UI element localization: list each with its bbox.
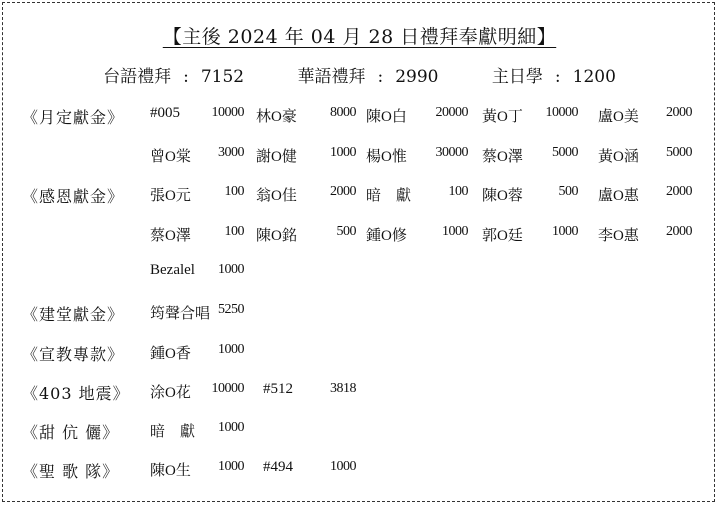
donor-name: 筠聲合唱: [150, 306, 211, 322]
donation-amount: 1000: [442, 224, 468, 239]
donation-amount: 2000: [666, 184, 692, 199]
donation-amount: 500: [336, 224, 356, 239]
offering-row: [0, 342, 719, 366]
donation-amount: 5000: [552, 145, 578, 160]
donor-name: 鍾O香: [150, 346, 191, 362]
donor-name: 盧O惠: [598, 188, 639, 204]
category-label: 《403 地震》: [22, 384, 130, 403]
summary-label: 台語禮拜: [103, 67, 172, 87]
category-label: 《感恩獻金》: [22, 187, 125, 206]
page-title: [0, 22, 719, 49]
offering-row: [0, 459, 719, 483]
summary-value: 7152: [200, 67, 245, 87]
donor-name: #494: [263, 459, 293, 475]
donation-amount: 100: [224, 224, 244, 239]
summary-value: 2990: [395, 67, 439, 87]
donor-name: 暗 獻: [150, 424, 196, 440]
donor-name: #512: [263, 381, 293, 397]
donor-name: 盧O美: [598, 109, 639, 125]
donation-amount: 5250: [218, 302, 244, 317]
offering-row: [0, 145, 719, 169]
category-label: 《月定獻金》: [22, 108, 125, 127]
donation-amount: 3000: [218, 145, 244, 160]
donation-amount: 8000: [330, 105, 356, 120]
donation-amount: 1000: [218, 459, 244, 474]
donation-amount: 2000: [666, 224, 692, 239]
donor-name: 張O元: [150, 188, 191, 204]
donation-amount: 1000: [330, 145, 356, 160]
donor-name: 陳O生: [150, 463, 191, 479]
category-label: 《聖 歌 隊》: [22, 462, 120, 481]
donor-name: 李O惠: [598, 228, 639, 244]
donor-name: 黃O涵: [598, 149, 639, 165]
donor-name: 涂O花: [150, 385, 191, 401]
donation-amount: 2000: [330, 184, 356, 199]
donation-amount: 10000: [545, 105, 578, 120]
donor-name: 蔡O澤: [150, 228, 191, 244]
donor-name: 謝O健: [256, 149, 297, 165]
summary-label: 主日學: [491, 67, 543, 87]
donation-amount: 100: [224, 184, 244, 199]
donation-amount: 30000: [435, 145, 468, 160]
donation-amount: 1000: [330, 459, 356, 474]
donor-name: 蔡O澤: [482, 149, 523, 165]
donation-amount: 100: [448, 184, 468, 199]
offering-row: [0, 184, 719, 208]
donor-name: 林O豪: [256, 109, 297, 125]
donor-name: 暗 獻: [366, 188, 412, 204]
offering-row: [0, 262, 719, 286]
donor-name: Bezalel: [150, 262, 195, 278]
category-label: 《建堂獻金》: [22, 305, 125, 324]
attendance-summary: [0, 62, 719, 87]
summary-label: 華語禮拜: [297, 67, 366, 87]
donor-name: 郭O廷: [482, 228, 523, 244]
title-text: 【主後 2024 年 04 月 28 日禮拜奉獻明細】: [162, 26, 557, 48]
donation-amount: 10000: [211, 381, 244, 396]
summary-mandarin: 華語禮拜 : 2990: [286, 62, 451, 87]
category-label: 《宣教專款》: [22, 345, 125, 364]
donation-amount: 10000: [211, 105, 244, 120]
donation-amount: 1000: [218, 342, 244, 357]
summary-sunday-school: 主日學 : 1200: [480, 62, 628, 87]
offering-row: [0, 302, 719, 326]
summary-value: 1200: [572, 67, 616, 87]
donation-amount: 5000: [666, 145, 692, 160]
donation-amount: 1000: [218, 262, 244, 277]
donation-amount: 2000: [666, 105, 692, 120]
donation-amount: 500: [558, 184, 578, 199]
donation-amount: 3818: [330, 381, 356, 396]
donation-amount: 20000: [435, 105, 468, 120]
donor-name: 翁O佳: [256, 188, 297, 204]
donor-name: 陳O蓉: [482, 188, 523, 204]
summary-taiwanese: 台語禮拜 : 7152: [91, 62, 256, 87]
donation-amount: 1000: [552, 224, 578, 239]
donor-name: 鍾O修: [366, 228, 407, 244]
donor-name: 曾O棠: [150, 149, 191, 165]
donor-name: 楊O惟: [366, 149, 407, 165]
donor-name: 陳O白: [366, 109, 407, 125]
offering-row: [0, 105, 719, 129]
category-label: 《甜 伉 儷》: [22, 423, 120, 442]
donation-amount: 1000: [218, 420, 244, 435]
offering-row: [0, 420, 719, 444]
offering-row: [0, 381, 719, 405]
offering-row: [0, 224, 719, 248]
donor-name: 陳O銘: [256, 228, 297, 244]
donor-name: #005: [150, 105, 180, 121]
donor-name: 黃O丁: [482, 109, 523, 125]
